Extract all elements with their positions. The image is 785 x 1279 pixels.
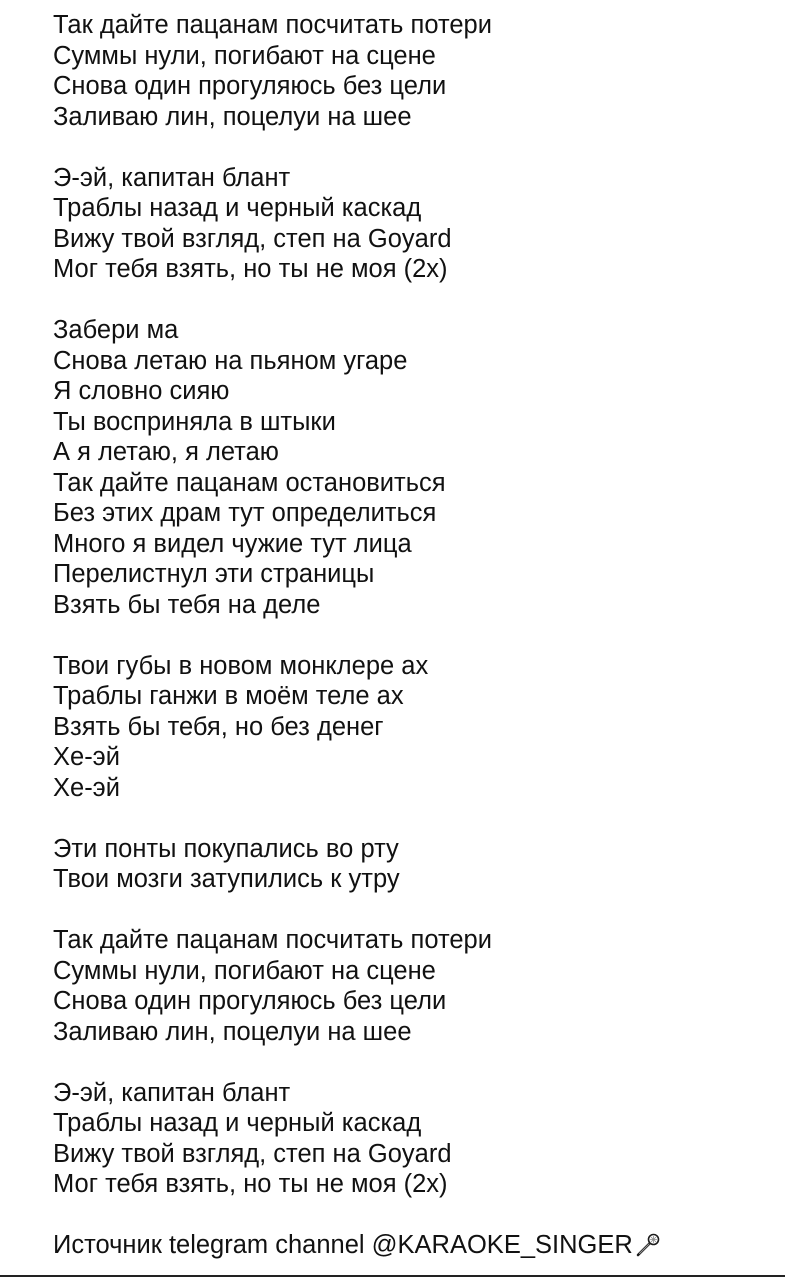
stanza-4: [53, 651, 773, 804]
lyric-line: Траблы назад и черный каскад: [53, 194, 422, 222]
lyric-line: Взять бы тебя на деле: [53, 590, 321, 619]
lyric-line: Ты восприняла в штыки: [53, 407, 336, 436]
lyric-line: Э-эй, капитан блант: [53, 1078, 291, 1107]
lyric-line: Заливаю лин, поцелуи на шее: [53, 1017, 412, 1046]
stanza-6: [53, 925, 773, 1047]
lyrics-document: [53, 10, 773, 1261]
lyric-line: Мог тебя взять, но ты не моя (2x): [53, 1170, 448, 1198]
lyric-line: Твои мозги затупились к утру: [53, 865, 400, 893]
lyric-line: Мог тебя взять, но ты не моя (2x): [53, 255, 448, 283]
source-text: Источник telegram channel @KARAOKE_SINGER: [53, 1231, 633, 1259]
lyric-line: А я летаю, я летаю: [53, 438, 279, 466]
stanza-1: [53, 10, 773, 132]
lyric-line: Перелистнул эти страницы: [53, 560, 375, 588]
stanza-7: [53, 1078, 773, 1200]
lyric-line: Вижу твой взгляд, степ на Goyard: [53, 224, 452, 253]
lyric-line: Хе-эй: [53, 773, 120, 802]
microphone-icon: [635, 1232, 661, 1258]
lyric-line: Взять бы тебя, но без денег: [53, 712, 384, 741]
lyric-line: Так дайте пацанам остановиться: [53, 468, 446, 497]
stanza-3: [53, 315, 773, 620]
lyric-line: Много я видел чужие тут лица: [53, 529, 412, 558]
lyric-line: Снова один прогуляюсь без цели: [53, 72, 447, 100]
lyric-line: Вижу твой взгляд, степ на Goyard: [53, 1139, 452, 1168]
stanza-5: [53, 834, 773, 895]
stanza-2: [53, 163, 773, 285]
lyric-line: Суммы нули, погибают на сцене: [53, 956, 436, 985]
lyric-line: Хе-эй: [53, 743, 120, 771]
source-credit: [53, 1230, 773, 1261]
lyric-line: Траблы ганжи в моём теле ах: [53, 682, 404, 710]
bottom-divider: [0, 1275, 785, 1277]
lyric-line: Э-эй, капитан блант: [53, 163, 291, 192]
lyric-line: Траблы назад и черный каскад: [53, 1109, 422, 1137]
lyric-line: Суммы нули, погибают на сцене: [53, 41, 436, 70]
lyric-line: Твои губы в новом монклере ах: [53, 651, 429, 680]
lyric-line: Снова один прогуляюсь без цели: [53, 987, 447, 1015]
lyric-line: Эти понты покупались во рту: [53, 834, 399, 863]
lyric-line: Я словно сияю: [53, 377, 230, 405]
lyric-line: Забери ма: [53, 316, 179, 344]
lyric-line: Заливаю лин, поцелуи на шее: [53, 102, 412, 131]
lyric-line: Снова летаю на пьяном угаре: [53, 346, 408, 375]
lyric-line: Так дайте пацанам посчитать потери: [53, 11, 492, 39]
lyric-line: Без этих драм тут определиться: [53, 499, 437, 527]
lyric-line: Так дайте пацанам посчитать потери: [53, 926, 492, 954]
